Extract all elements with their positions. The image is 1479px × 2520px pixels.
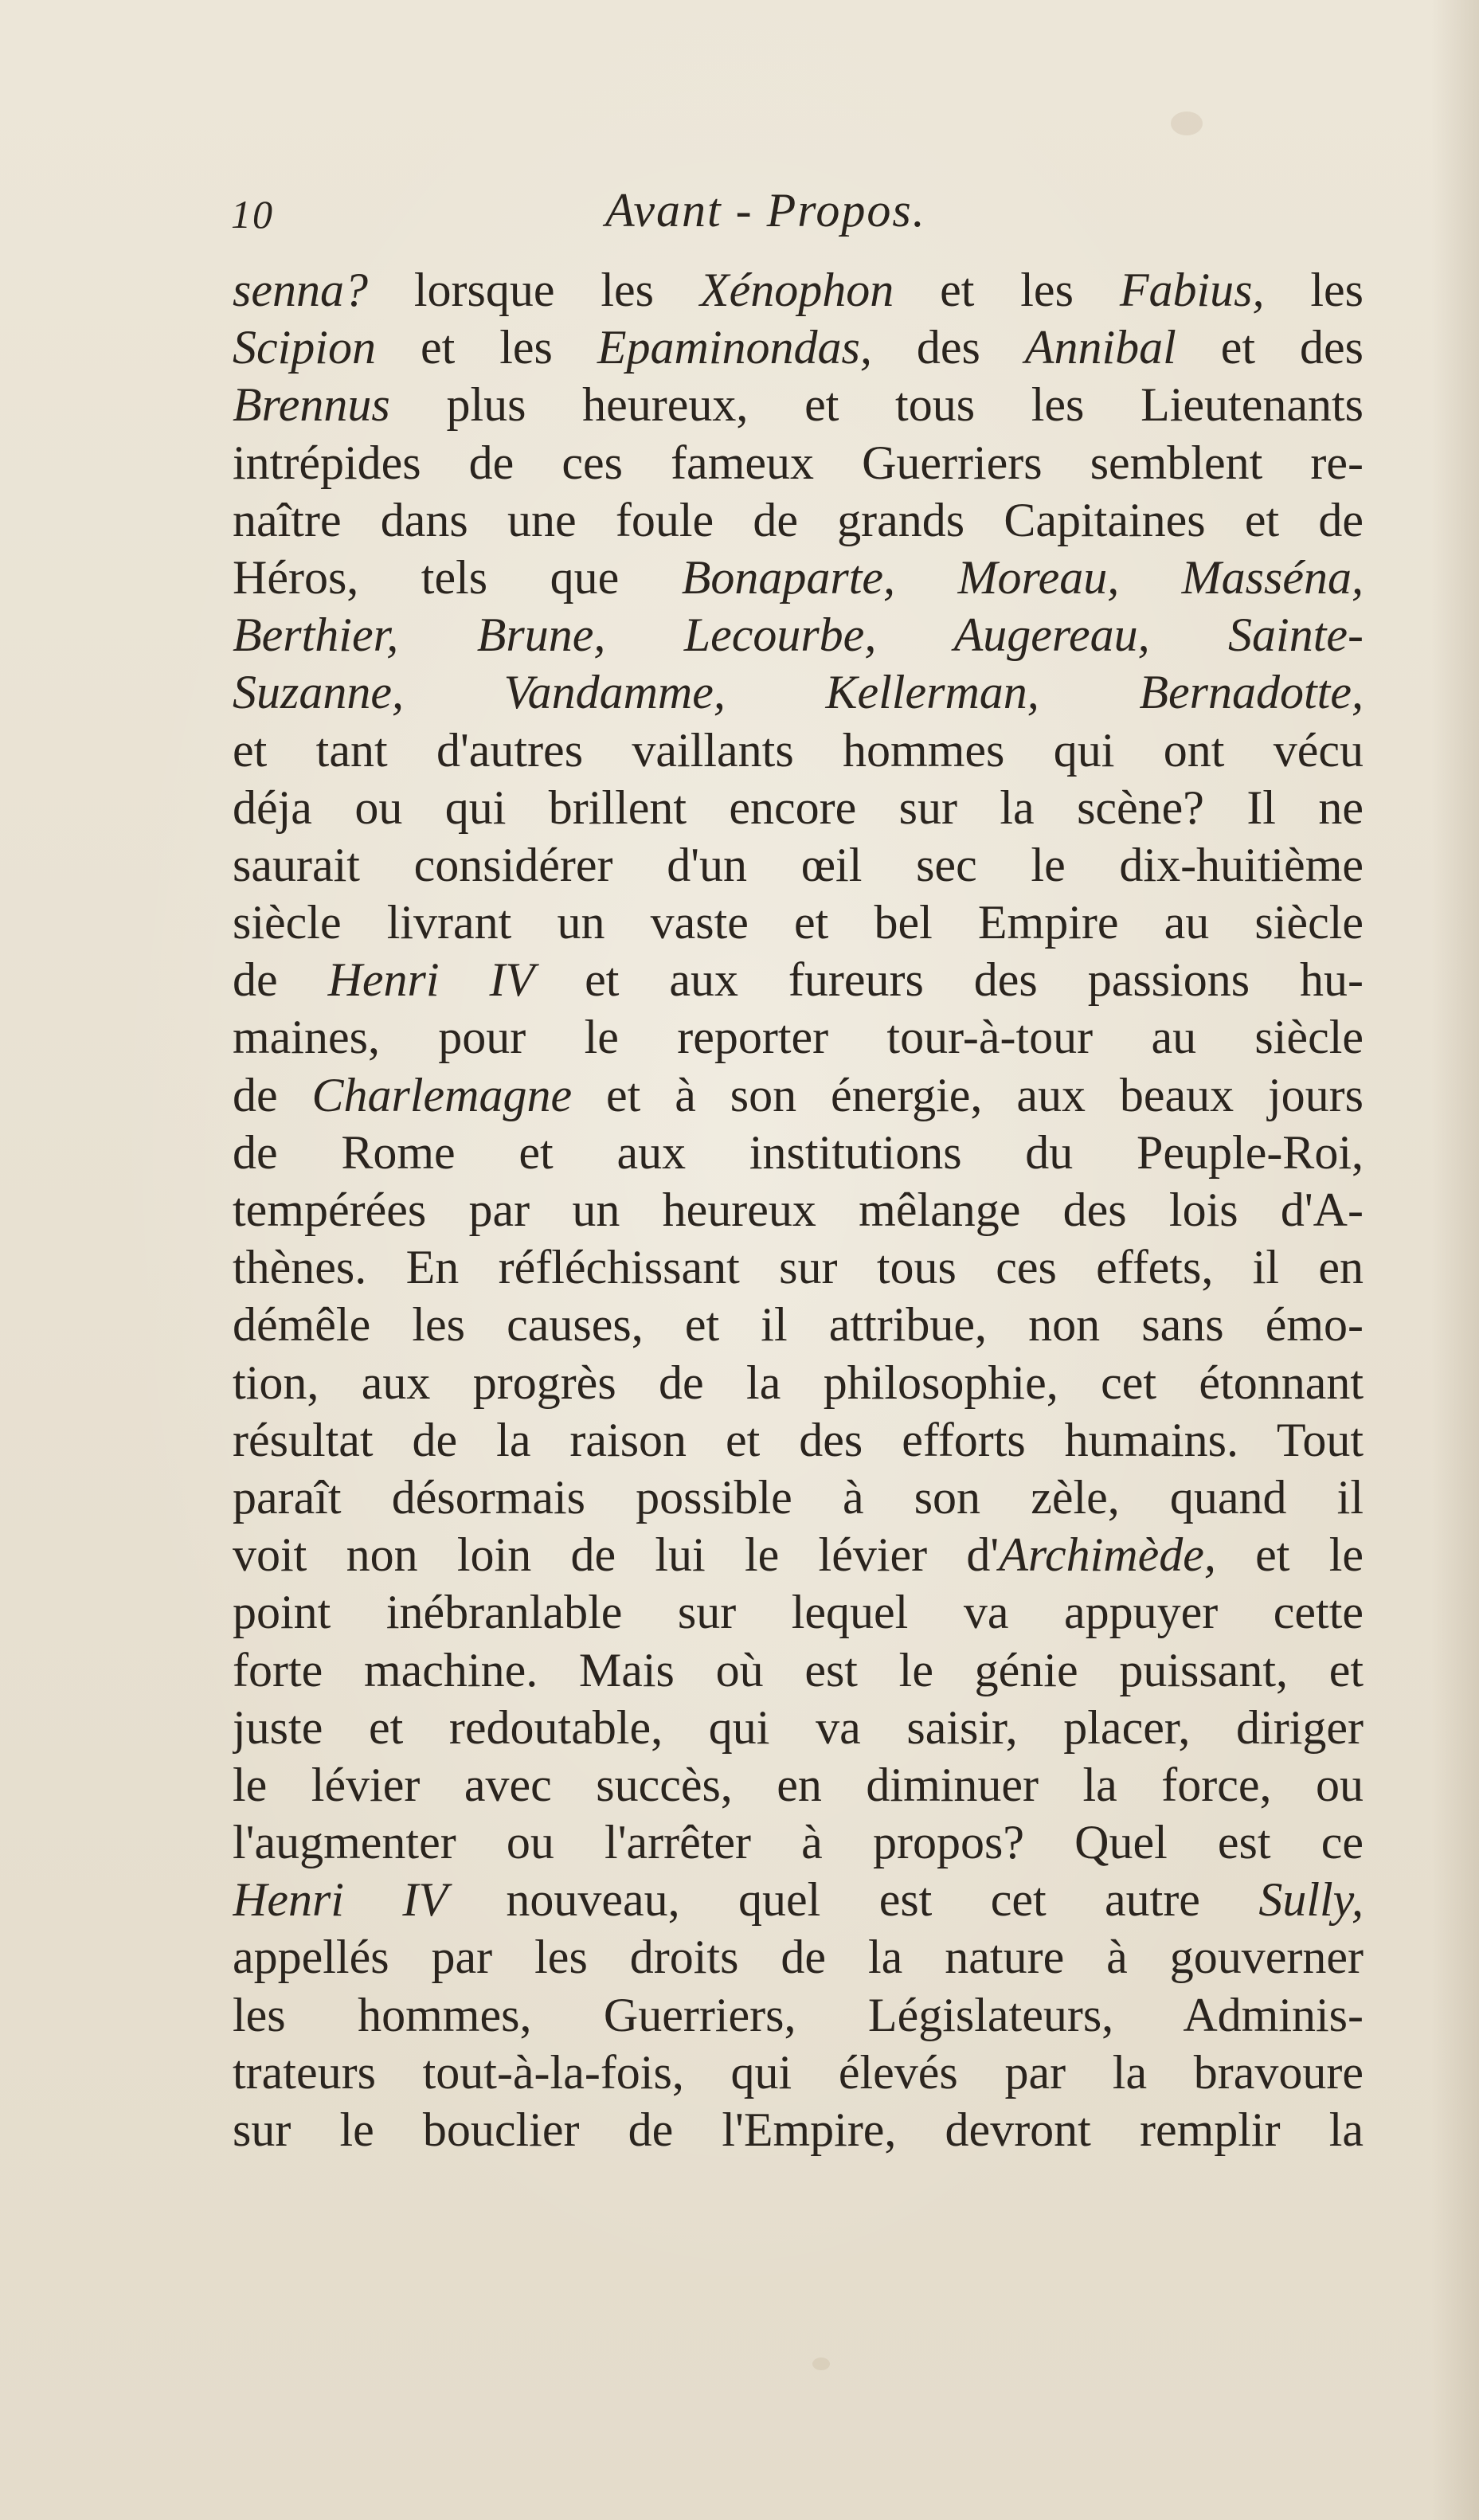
text-span: plus heureux, et tous les Lieutenants [389,378,1364,432]
text-span: lorsque les [367,264,700,316]
text-span: démêle les causes, et il attribue, non sans émo- [233,1298,1364,1352]
text-span: déja ou qui brillent encore sur la scène? Il ne [233,781,1364,834]
italic-name: Charlemagne [311,1068,573,1121]
italic-name: Annibal [1024,321,1176,374]
italic-name: Henri IV [233,1873,448,1927]
italic-name: Xénophon [699,264,894,316]
italic-name: senna? [233,264,368,316]
running-head: Avant - Propos. [605,184,926,237]
text-span: de [233,1068,312,1121]
text-span: naître dans une foule de grands Capitaines et de [233,493,1364,546]
text-line [233,1814,1364,1871]
text-span: résultat de la raison et des efforts humains. Tout [233,1413,1364,1466]
text-span: et tant d'autres vaillants hommes qui ont vécu [233,723,1364,777]
text-span: intrépides de ces fameux Guerriers semblent re- [233,436,1364,489]
text-line [233,1411,1364,1469]
text-span: les [1264,264,1364,316]
text-line [233,1756,1364,1814]
text-span: des [871,321,1025,374]
italic-name: Scipion [233,321,376,374]
text-line [233,2044,1364,2101]
text-line [233,1238,1364,1296]
text-line [233,261,1364,319]
text-line [233,319,1364,376]
page-edge-shadow [1431,0,1479,2520]
text-span: et des [1176,321,1364,374]
text-line [233,1583,1364,1641]
text-span: tempérées par un heureux mêlange des lois d'A- [233,1184,1364,1236]
text-line [233,1699,1364,1756]
text-line [233,1526,1364,1583]
text-line [233,1354,1364,1411]
text-line [233,894,1364,951]
text-span: trateurs tout-à-la-fois, qui élevés par la bravoure [233,2045,1364,2099]
text-span: sur le bouclier de l'Empire, devront remplir la [233,2103,1364,2156]
text-line [233,1642,1364,1699]
italic-name: Berthier, Brune, Lecourbe, Augereau, Sainte- [233,608,1364,662]
text-line [233,434,1364,491]
text-line [233,1066,1364,1124]
italic-name: Suzanne, Vandamme, Kellerman, Bernadotte, [233,666,1364,719]
text-line [233,722,1364,779]
text-span: thènes. En réfléchissant sur tous ces effets, il en [233,1241,1364,1294]
text-line [233,2101,1364,2158]
text-span: et aux fureurs des passions hu- [534,953,1364,1007]
text-span: point inébranlable sur lequel va appuyer cette [233,1586,1364,1639]
text-line [233,491,1364,549]
text-line [233,951,1364,1008]
text-line [233,779,1364,836]
text-span: forte machine. Mais où est le génie puissant, et [233,1643,1364,1696]
text-span: et les [375,321,597,374]
italic-name: Sully, [1258,1873,1364,1927]
paper-stain [812,2358,830,2370]
text-span: siècle livrant un vaste et bel Empire au siècle [233,896,1364,949]
text-line [233,663,1364,721]
italic-name: Fabius, [1119,264,1265,316]
text-line [233,836,1364,894]
text-line [233,376,1364,433]
text-line [233,549,1364,606]
text-span: tion, aux progrès de la philosophie, cet étonnant [233,1356,1364,1409]
text-line [233,1928,1364,1986]
text-line [233,606,1364,663]
text-span: juste et redoutable, qui va saisir, placer, diriger [233,1700,1364,1754]
page-number: 10 [231,192,274,237]
text-span: voit non loin de lui le lévier d' [233,1528,1000,1582]
text-span: de Rome et aux institutions du Peuple-Roi, [233,1125,1364,1179]
text-span: et à son énergie, aux beaux jours [572,1068,1364,1121]
text-line [233,1124,1364,1181]
italic-name: Archimède, [999,1528,1216,1582]
text-line [233,1871,1364,1928]
text-line [233,1296,1364,1353]
text-span: maines, pour le reporter tour-à-tour au siècle [233,1011,1364,1064]
text-line [233,1469,1364,1526]
text-span: appellés par les droits de la nature à gouverner [233,1931,1364,1984]
text-span: saurait considérer d'un œil sec le dix-huitième [233,838,1364,891]
text-span: de [233,953,328,1007]
italic-name: Epaminondas, [597,321,872,374]
page-header [231,183,1370,255]
text-span: le lévier avec succès, en diminuer la force, ou [233,1758,1364,1811]
text-span: nouveau, quel est cet autre [448,1873,1259,1927]
text-span: les hommes, Guerriers, Législateurs, Adminis- [233,1988,1364,2041]
text-span: et les [894,264,1120,316]
body-text [233,261,1364,2158]
text-line [233,1986,1364,2044]
text-span: et le [1215,1528,1364,1582]
italic-name: Brennus [233,378,390,432]
text-span: paraît désormais possible à son zèle, quand il [233,1470,1364,1524]
paper-stain [1171,112,1203,135]
text-span: Héros, tels que [233,550,682,604]
text-span: l'augmenter ou l'arrêter à propos? Quel est ce [233,1816,1364,1869]
text-line [233,1008,1364,1066]
text-line [233,1181,1364,1238]
italic-name: Bonaparte, Moreau, Masséna, [681,550,1364,604]
italic-name: Henri IV [327,953,535,1007]
